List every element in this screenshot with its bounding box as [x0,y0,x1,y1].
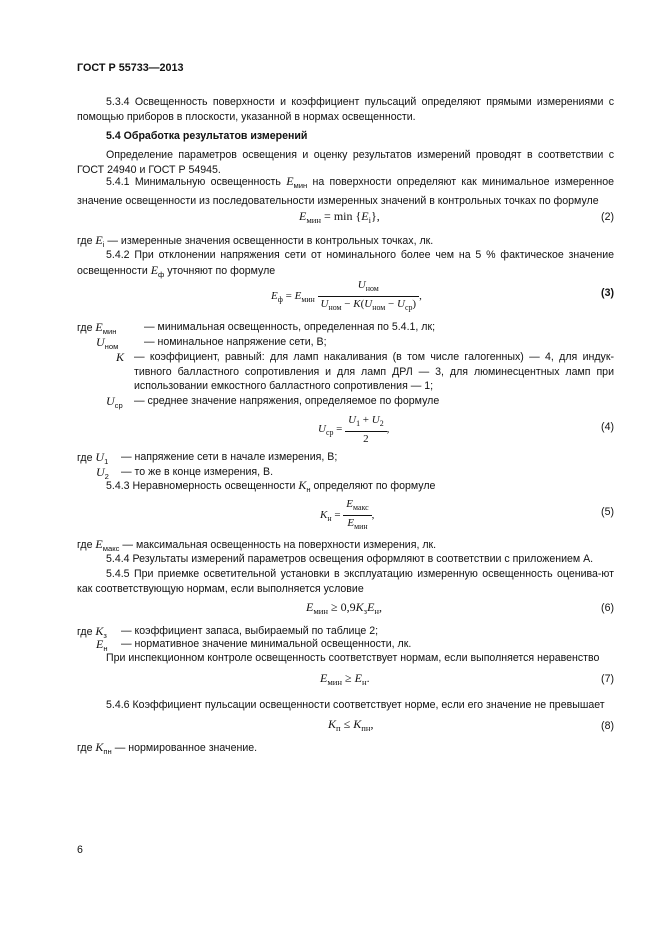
paragraph-5-4-4: 5.4.4 Результаты измерений параметров освещения оформляют в соответствии с приложением А. [106,553,594,565]
document-header: ГОСТ Р 55733—2013 [77,62,184,74]
section-title-5-4: 5.4 Обработка результатов измерений [106,130,308,142]
paragraph-5-4-5: 5.4.5 При приемке осветительной установки в эксплуатацию измеренную освещенность оценива-ют как соответствующую нормам, если выполняется условие [77,568,614,595]
equation-2: $E_{мин} = \min \{E_i\}$, [299,209,380,225]
equation-6: $E_{мин} \ge 0,9K_зE_н$, [306,600,383,616]
paragraph-5-4-2: 5.4.2 При отклонении напряжения сети от номинального более чем на 5 % фактическое значение освещенности $E_ф$ уточняют по формуле [77,249,614,279]
equation-2-number: (2) [601,211,614,223]
paragraph-inspection: При инспекционном контроле освещенность соответствует нормам, если выполняется неравенство [106,652,600,664]
paragraph-5-4-1: 5.4.1 Минимальную освещенность $E_{мин}$ на поверхности определяют как минимальное измеренное значение освещенности из последовательности измеренных значений в контрольных точках по формуле [77,174,615,207]
equation-3: $E_ф = E_{мин}$ $\frac{U_{ном}}{U_{ном} - K(U_{ном} - U_{ср})}$ , [271,279,422,312]
document-page: ГОСТ Р 55733—2013 5.3.4 Освещенность поверхности и коэффициент пульсаций определяют прямыми измерениями с помощью приборов в плоскости, указанной в нормах освещенности. 5.4 Обработка результатов измерений Определение параметров освещения и оценку результатов измерений проводят в соответствии с ГОСТ 24940 и ГОСТ Р 54945. 5.4.1 Минимальную освещенность $E_{мин}$ на поверхности определяют как минимальное измеренное значение освещенности из последовательности измеренных значений в контрольных точках по формуле $E_{мин} = \min \{E_i\}$, (2) где $E_i$ — измеренные значения освещенности в контрольных точках, лк. 5.4.2 При отклонении напряжения сети от номинального более чем на 5 % фактическое значение освещенности $E_ф$ уточняют по формуле $E_ф = E_{мин}$ $\frac{U_{ном}}{U_{ном} - K(U_{ном} - U_{ср})}$ , (3) где $E_{мин}$ — минимальная освещенность, определенная по 5.4.1, лк; $U_{ном}$ — номинальное напряжение сети, В; K — коэффициент, равный: для ламп накаливания (в том числе галогенных) — 4, для индук-тивного балластного сопротивления и для ламп ДРЛ — 3, для люминесцентных ламп при использовании емкостного балластного сопротивления — 1; $U_{ср}$ — среднее значение напряжения, определяемое по формуле $U_{ср}$ = $\frac{U_1 + U_2}{2}$ , (4) где $U_1$ — напряжение сети в начале измерения, В; $U_2$ — то же в конце измерения, В. 5.4.3 Неравномерность освещенности $K_н$ определяют по формуле $K_н$ = $\frac{E_{макс}}{E_{мин}}$ , (5) где $E_{макс}$ — максимальная освещенность на поверхности измерения, лк. 5.4.4 Результаты измерений параметров освещения оформляют в соответствии с приложением А. 5.4.5 При приемке осветительной установки в эксплуатацию измеренную освещенность оценива-ют как соответствующую нормам, если выполняется условие $E_{мин} \ge 0,9K_зE_н$, (6) где $K_з$ — коэффициент запаса, выбираемый по таблице 2; $E_н$ — нормативное значение минимальной освещенности, лк. При инспекционном контроле освещенность соответствует нормам, если выполняется неравенство $E_{мин} \ge E_н$. (7) 5.4.6 Коэффициент пульсации освещенности соответствует норме, если его значение не превышает $K_п \le K_{пн}$, (8) где $K_{пн}$ — нормированное значение. 6 [77,62,615,856]
paragraph-5-4-3: 5.4.3 Неравномерность освещенности $K_н$ определяют по формуле [106,478,436,494]
paragraph-5-4-6: 5.4.6 Коэффициент пульсации освещенности соответствует норме, если его значение не превышает [106,699,605,711]
equation-5-number: (5) [601,506,614,518]
equation-6-number: (6) [601,602,614,614]
equation-7-number: (7) [601,673,614,685]
paragraph-5-3-4: 5.3.4 Освещенность поверхности и коэффициент пульсаций определяют прямыми измерениями с помощью приборов в плоскости, указанной в нормах освещенности. [77,96,614,123]
where-ei: где $E_i$ — измеренные значения освещенности в контрольных точках, лк. [77,233,434,249]
equation-7: $E_{мин} \ge E_н$. [320,671,370,687]
where-kpn: где $K_{пн}$ — нормированное значение. [77,740,258,756]
page-number: 6 [77,844,83,856]
where-emax: где $E_{макс}$ — максимальная освещенность на поверхности измерения, лк. [77,537,437,553]
equation-4-number: (4) [601,421,614,433]
equation-8-number: (8) [601,720,614,732]
paragraph-5-4-intro: Определение параметров освещения и оценку результатов измерений проводят в соответствии с ГОСТ 24940 и ГОСТ Р 54945. [77,149,614,176]
equation-5: $K_н$ = $\frac{E_{макс}}{E_{мин}}$ , [320,498,375,531]
equation-3-number: (3) [601,287,614,299]
equation-8: $K_п \le K_{пн}$, [328,717,374,733]
equation-4: $U_{ср}$ = $\frac{U_1 + U_2}{2}$ , [318,414,390,445]
